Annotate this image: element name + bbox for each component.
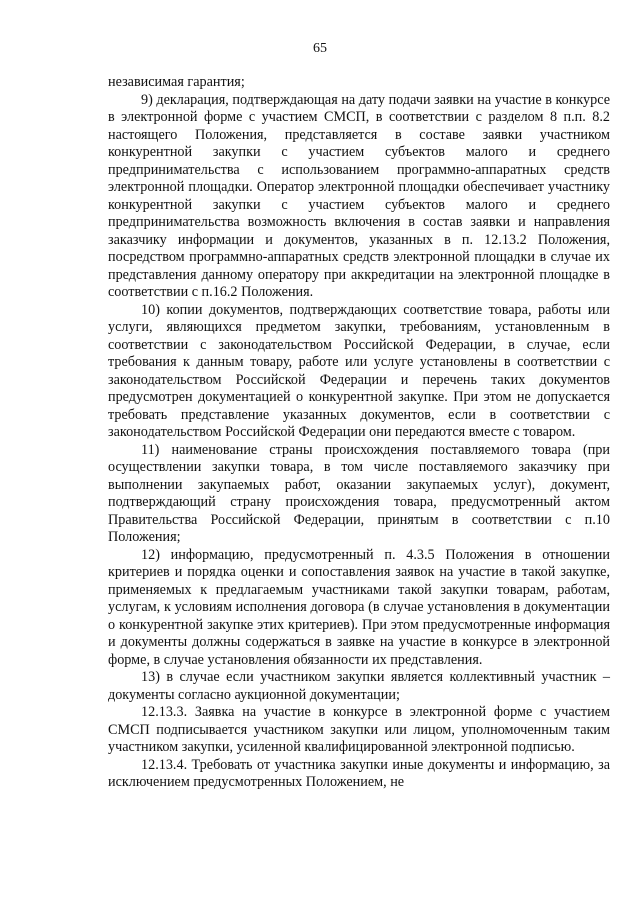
paragraph-item-9: 9) декларация, подтверждающая на дату подачи заявки на участие в конкурсе в электронной форме с участием СМСП, в соответствии с разделом 8 п.п. 8.2 настоящего Положения, представляется в составе заявки участником конкурентной закупки с участием субъектов малого и среднего предпринимательства с использованием программно-аппаратных средств электронной площадки. Оператор электронной площадки обеспечивает участнику конкурентной закупки с участием субъектов малого и среднего предпринимательства возможность включения в состав заявки и направления заказчику информации и документов, указанных в п. 12.13.2 Положения, посредством программно-аппаратных средств электронной площадки в случае их представления данному оператору при аккредитации на электронной площадке в соответствии с п.16.2 Положения. [108,91,610,300]
paragraph-item-11: 11) наименование страны происхождения поставляемого товара (при осуществлении закупки товара, в том числе поставляемого заказчику при выполнении закупаемых работ, оказании закупаемых услуг), документ, подтверждающий страну происхождения товара, предусмотренный актом Правительства Российской Федерации, принятым в соответствии с п.10 Положения; [108,441,610,545]
paragraph-item-10: 10) копии документов, подтверждающих соответствие товара, работы или услуги, являющихся предметом закупки, требованиям, установленным в соответствии с законодательством Российской Федерации, в случае, если требования к данным товару, работе или услуге установлены в соответствии с законодательством Российской Федерации и перечень таких документов предусмотрен документацией о конкурентной закупке. При этом не допускается требовать представление указанных документов, если в соответствии с законодательством Российской Федерации они передаются вместе с товаром. [108,301,610,440]
paragraph-item-12: 12) информацию, предусмотренный п. 4.3.5 Положения в отношении критериев и порядка оценки и сопоставления заявок на участие в такой закупке, применяемых к предлагаемым участниками такой закупки товарам, работам, услугам, к условиям исполнения договора (в случае установления в документации о конкурентной закупке этих критериев). При этом предусмотренные информация и документы должны содержаться в заявке на участие в конкурсе в электронной форме, в случае установления обязанности их представления. [108,546,610,668]
page-number: 65 [313,41,327,56]
paragraph-12-13-4: 12.13.4. Требовать от участника закупки иные документы и информацию, за исключением предусмотренных Положением, не [108,756,610,790]
paragraph-item-13: 13) в случае если участником закупки является коллективный участник – документы согласно аукционной документации; [108,669,610,703]
paragraph-12-13-3: 12.13.3. Заявка на участие в конкурсе в электронной форме с участием СМСП подписывается участником закупки или лицом, уполномоченным таким участником закупки, усиленной квалифицированной электронной подписью. [108,704,610,755]
paragraph-guarantee-tail: независимая гарантия; [108,74,245,90]
document-body [108,74,610,792]
